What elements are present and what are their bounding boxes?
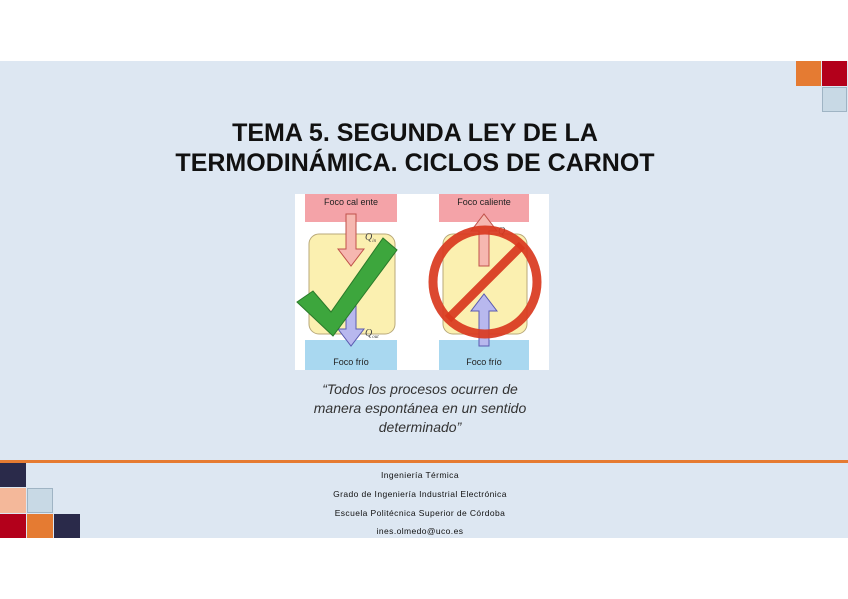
decor-square-lightblue-2: [27, 488, 53, 513]
slide-title: [0, 118, 830, 178]
footer-course: Ingeniería Térmica: [381, 470, 459, 480]
decor-square-orange-2: [27, 514, 53, 538]
decor-square-red: [822, 61, 847, 86]
decor-square-navy-2: [54, 514, 80, 538]
decor-square-navy: [0, 463, 26, 487]
left-q-out: $Q_{out}$: [365, 328, 379, 340]
quote-line-3: determinado”: [378, 419, 462, 435]
footer-degree: Grado de Ingeniería Industrial Electrónica: [333, 488, 507, 499]
title-line-1: TEMA 5. SEGUNDA LEY DE LA: [232, 119, 598, 147]
right-hot-label: Foco caliente: [457, 197, 511, 207]
second-law-figure: [295, 194, 549, 370]
left-q-in: $Q_{in}$: [365, 232, 377, 244]
decor-square-orange: [796, 61, 821, 86]
footer-divider: [0, 460, 848, 463]
quote-text: [280, 380, 560, 437]
footer: [200, 466, 640, 541]
right-q-in: Q: [498, 226, 506, 237]
right-cold-label: Foco frío: [466, 357, 502, 367]
footer-school: Escuela Politécnica Superior de Córdoba: [334, 507, 506, 518]
quote-line-2: manera espontánea en un sentido: [313, 400, 527, 416]
title-line-2: TERMODINÁMICA. CICLOS DE CARNOT: [175, 149, 655, 177]
decor-square-lightblue: [822, 87, 847, 112]
footer-email[interactable]: ines.olmedo@uco.es: [376, 526, 464, 537]
left-cold-label: Foco frío: [333, 357, 369, 367]
quote-line-1: “Todos los procesos ocurren de: [322, 381, 518, 397]
decor-square-red-2: [0, 514, 26, 538]
decor-square-peach: [0, 488, 26, 513]
left-hot-label: Foco cal ente: [323, 197, 379, 207]
